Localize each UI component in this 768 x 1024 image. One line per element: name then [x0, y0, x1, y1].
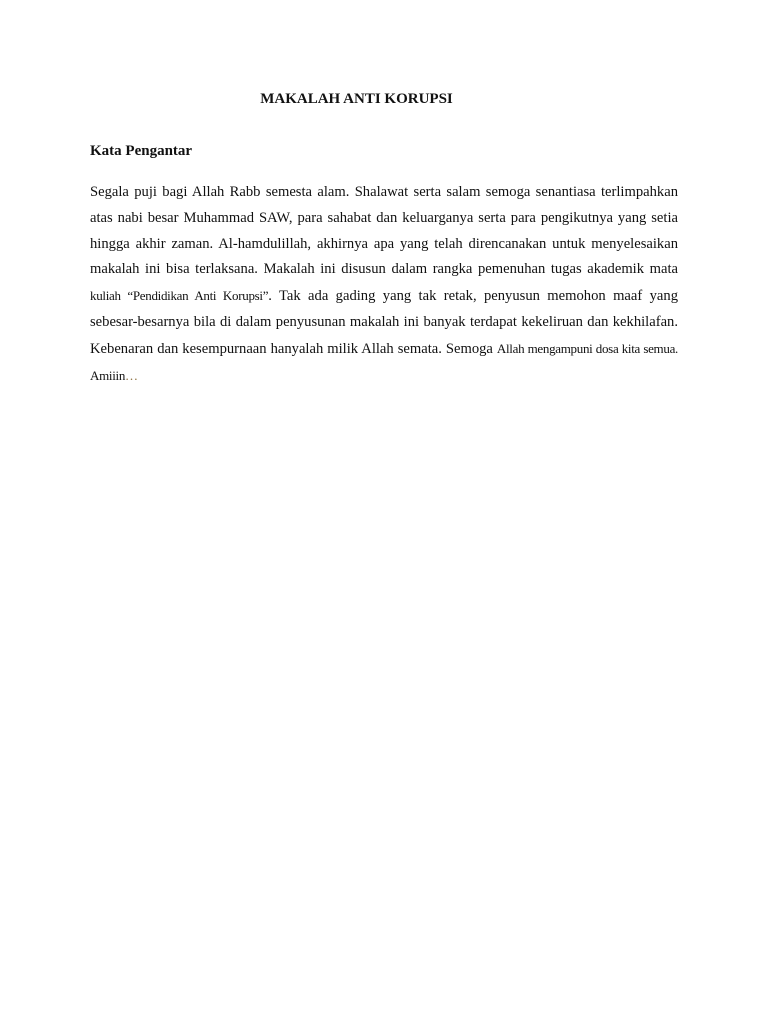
paragraph-text-sans: kuliah “Pendidikan Anti Korupsi”: [90, 288, 269, 304]
paragraph-text: Segala puji bagi Allah Rabb semesta alam. Shalawat serta salam semoga senantiasa terlimpahkan atas nabi besar Muhammad SAW, para sahabat dan keluarganya serta para pengikutnya yang setia hingga akhir zaman. Al-hamdulillah, akhirnya apa yang telah direncanakan untuk menyelesaikan makalah ini bisa terlaksana. Makalah ini disusun dalam rangka pemenuhan tugas akademik mata: [90, 184, 678, 278]
document-title: MAKALAH ANTI KORUPSI: [260, 91, 453, 107]
body-paragraph: [90, 180, 678, 389]
paragraph-text: . Tak ada gading yang tak retak, penyusun memohon maaf yang sebesar-besarnya bila di dalam penyusunan makalah ini banyak terdapat kekeliruan dan kekhilafan. Kebenaran dan kesempurnaan hanyalah milik Allah semata. Semoga: [90, 288, 678, 357]
paragraph-ellipsis: …: [125, 367, 138, 383]
paragraph-text-sans: Allah mengampuni dosa kita semua. Amiiin: [90, 340, 678, 383]
section-heading: Kata Pengantar: [90, 143, 193, 159]
